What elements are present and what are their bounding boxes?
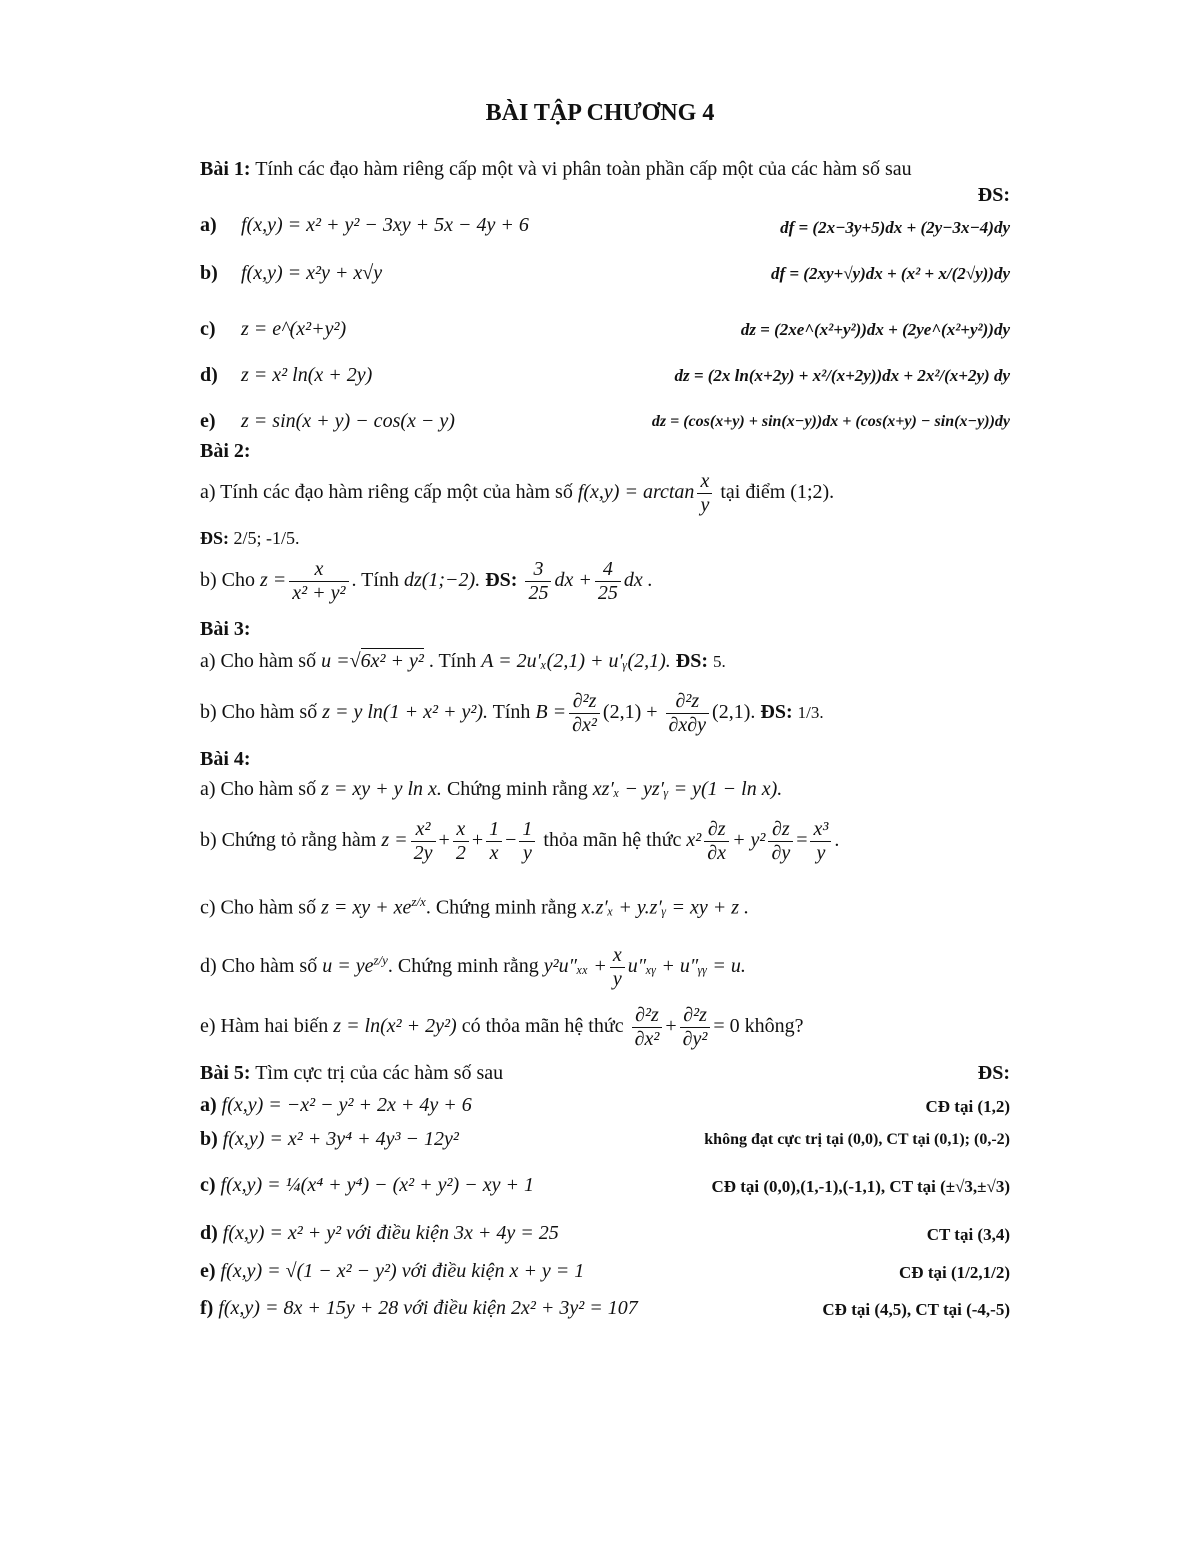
item-expr: f(x,y) = x² + y² với điều kiện 3x + 4y = 25 [222,1222,559,1244]
numerator: 1 [519,818,535,842]
bai1-intro [200,158,912,181]
bai4-b-rhs [810,818,831,865]
bai5-item-f [200,1297,638,1320]
denominator: ∂x∂y [668,714,707,736]
bai3-b-p2: (2,1). [712,701,756,724]
item-expr: f(x,y) = 8x + 15y + 28 với điều kiện 2x² + 3y² = 107 [218,1297,638,1319]
denominator: x [489,842,499,864]
item-label: a) [200,1094,217,1116]
op: + [438,829,450,852]
bai5-ds-label: ĐS: [977,1062,1010,1084]
denominator: 2 [455,842,466,864]
bai1-answer-b: df = (2xy+√y)dx + (x² + x/(2√y))dy [770,264,1010,283]
bai5-item-d [200,1222,559,1245]
op: + [665,1015,677,1038]
bai4-e-frac1 [632,1004,663,1051]
bai5-item-c [200,1174,534,1197]
bai4-d-eq1: y²u″ₓₓ + [543,955,607,978]
bai4-c-exp: z/x [411,894,426,909]
bai2-b-dz: dz(1;−2). [403,569,481,592]
numerator: ∂²z [680,1004,711,1028]
bai4-b-p1 [704,818,729,865]
denominator: y [522,842,532,864]
numerator: 1 [486,818,502,842]
denominator: y [700,494,710,516]
bai4-b-p2 [768,818,793,865]
bai2-b-z: z = [260,569,287,592]
bai4-b-lhs1: x² [686,829,702,852]
numerator: 3 [525,558,551,582]
ds-label: ĐS: [200,528,230,548]
bai4-d-exp: z/y [373,952,388,968]
bai3-heading [200,618,251,641]
numerator: ∂z [704,818,729,842]
item-expr: z = x² ln(x + 2y) [241,364,373,386]
bai3-b-p1: (2,1) + [602,701,658,724]
bai4-c [200,894,749,920]
bai1-answer-e: dz = (cos(x+y) + sin(x−y))dx + (cos(x+y) − sin(x−y))dy [651,413,1010,430]
bai3-b-frac2 [666,690,710,737]
op: − [505,829,517,852]
bai1-item-d [200,364,372,387]
bai1-item-c [200,318,346,341]
bai4-b-t1 [411,818,436,865]
bai5-answer-b: không đạt cực trị tại (0,0), CT tại (0,1); (0,-2) [704,1131,1010,1148]
item-expr: f(x,y) = x²y + x√y [241,262,383,284]
bai4-d [200,944,746,991]
bai2-b-tinh: . Tính [351,569,399,592]
bai1-heading: Bài 1: [200,158,251,180]
bai4-b-z: z = [381,829,408,852]
bai5-intro [200,1062,503,1085]
bai1-answer-a: df = (2x−3y+5)dx + (2y−3x−4)dy [780,218,1010,237]
bai5-item-b [200,1128,459,1151]
numerator: ∂z [768,818,793,842]
item-label: a) [200,214,217,236]
denominator: ∂y² [682,1028,708,1050]
item-label: d) [200,1222,218,1244]
bai2-b-ds-frac1 [525,558,551,605]
bai4-c-z: z = xy + xe [321,896,412,919]
numerator: x [610,944,625,968]
bai2-a-text: a) Tính các đạo hàm riêng cấp một của hàm số [200,481,573,504]
bai4-c-eq: x.z′ₓ + y.z′ᵧ = xy + z . [581,896,749,919]
denominator: 25 [597,582,618,604]
bai3-a-tinh: . Tính [428,650,477,672]
bai4-b-t3 [486,818,502,865]
bai5-answer-d: CT tại (3,4) [926,1225,1010,1244]
bai2-b-ds-frac2 [595,558,621,605]
bai3-b-text: b) Cho hàm số [200,701,318,724]
bai2-b-fraction [289,558,348,605]
bai5-item-e [200,1260,584,1283]
bai4-b-tm: thỏa mãn hệ thức [543,829,682,852]
denominator: ∂x² [572,714,597,736]
bai1-answer-d: dz = (2x ln(x+2y) + x²/(x+2y))dx + 2x²/(x+2y) dy [674,366,1010,385]
bai4-b-t4 [519,818,535,865]
bai5-answer-e: CĐ tại (1/2,1/2) [899,1263,1010,1282]
bai1-text: Tính các đạo hàm riêng cấp một và vi phân toàn phần cấp một của các hàm số sau [255,158,912,180]
bai4-a-cm: Chứng minh rằng [446,778,588,800]
bai5-item-a [200,1094,472,1117]
bai4-heading [200,748,251,771]
denominator: x² + y² [292,582,346,604]
bai3-b-tinh: Tính [492,701,531,724]
numerator: x² [411,818,436,842]
bai3-b-ds: 1/3. [797,703,824,723]
bai4-d-u: u = ye [322,955,374,978]
ds-label: ĐS: [760,701,793,724]
ds-label: ĐS: [485,569,518,592]
bai3-a: a) Cho hàm số u =√6x² + y² . Tính A = 2u′ₓ(2,1) + u′ᵧ(2,1). ĐS: 5. [200,650,726,672]
op: + [471,829,484,852]
bai2-b-text: b) Cho [200,569,255,592]
numerator: ∂²z [632,1004,663,1028]
bai4-e-z: z = ln(x² + 2y²) [333,1015,457,1038]
item-label: c) [200,1174,216,1196]
bai4-e-frac2 [680,1004,711,1051]
bai4-d-eq2: u″ₓᵧ + u″ᵧᵧ = u. [627,955,746,978]
bai2-a [200,470,834,517]
item-expr: f(x,y) = ¼(x⁴ + y⁴) − (x² + y²) − xy + 1 [220,1174,534,1196]
page-title: BÀI TẬP CHƯƠNG 4 [485,100,715,126]
bai4-b-t2 [453,818,469,865]
bai5-answer-c: CĐ tại (0,0),(1,-1),(-1,1), CT tại (±√3,±√3) [711,1177,1010,1196]
item-label: b) [200,262,218,284]
bai5-text: Tìm cực trị của các hàm số sau [255,1062,504,1084]
bai3-b [200,690,824,737]
bai4-e-tm: có thỏa mãn hệ thức [461,1015,624,1038]
numerator: 4 [595,558,621,582]
item-label: e) [200,410,216,432]
bai4-d-frac [610,944,625,991]
bai3-a-u: u = [321,650,350,672]
bai3-a-root: 6x² + y² [360,650,424,672]
bai1-item-e [200,410,455,433]
denominator: y [816,842,826,864]
bai5-heading: Bài 5: [200,1062,251,1084]
item-expr: f(x,y) = x² + 3y⁴ + 4y³ − 12y² [222,1128,459,1150]
bai4-b-plus: + y² [732,829,766,852]
denominator: ∂x [707,842,727,864]
bai3-heading-text: Bài 3: [200,618,251,640]
bai4-c-text: c) Cho hàm số [200,896,317,919]
item-label: d) [200,364,218,386]
item-label: e) [200,1260,216,1282]
bai4-e-text: e) Hàm hai biến [200,1015,329,1038]
bai4-d-text: d) Cho hàm số [200,955,318,978]
bai4-d-cm: . Chứng minh rằng [387,955,539,978]
bai5-answer-a: CĐ tại (1,2) [925,1097,1010,1116]
item-label: b) [200,1128,218,1150]
bai3-a-A: A = 2u′ₓ(2,1) + u′ᵧ(2,1). [481,650,671,672]
denominator: ∂y [771,842,791,864]
bai1-ds-label: ĐS: [977,184,1010,206]
bai4-e [200,1004,804,1051]
bai3-b-z: z = y ln(1 + x² + y²). [322,701,488,724]
item-label: f) [200,1297,214,1319]
denominator: 25 [528,582,549,604]
item-expr: f(x,y) = −x² − y² + 2x + 4y + 6 [221,1094,472,1116]
item-label: c) [200,318,216,340]
bai5-answer-f: CĐ tại (4,5), CT tại (-4,-5) [822,1300,1010,1319]
bai2-heading-text: Bài 2: [200,440,251,462]
bai4-b-text: b) Chứng tỏ rằng hàm [200,829,377,852]
bai4-c-cm: . Chứng minh rằng [425,896,577,919]
numerator: x [453,818,469,842]
bai4-a [200,778,782,801]
item-expr: f(x,y) = x² + y² − 3xy + 5x − 4y + 6 [241,214,529,236]
bai2-b-dx1: dx + [554,569,592,592]
bai2-a-point: tại điểm (1;2). [720,481,835,504]
bai3-b-frac1 [569,690,600,737]
bai4-a-eq: xz′ₓ − yz′ᵧ = y(1 − ln x). [592,778,783,800]
bai2-a-ds: 2/5; -1/5. [233,528,300,548]
item-expr: z = sin(x + y) − cos(x − y) [241,410,455,432]
bai4-a-z: z = xy + y ln x. [321,778,442,800]
item-expr: f(x,y) = √(1 − x² − y²) với điều kiện x + y = 1 [220,1260,585,1282]
bai4-heading-text: Bài 4: [200,748,251,770]
numerator: x³ [810,818,831,842]
item-expr: z = e^(x²+y²) [241,318,347,340]
bai4-e-end: = 0 không? [713,1015,804,1038]
bai2-heading [200,440,251,463]
numerator: x [289,558,348,582]
bai4-a-text: a) Cho hàm số [200,778,317,800]
op: = [796,829,808,852]
denominator: 2y [413,842,433,864]
numerator: ∂²z [569,690,600,714]
numerator: x [697,470,712,494]
denominator: ∂x² [634,1028,660,1050]
bai2-a-fraction [697,470,712,517]
bai1-item-a [200,214,529,237]
bai1-item-b [200,262,382,285]
bai3-a-ds: 5. [713,652,726,671]
bai1-answer-c: dz = (2xe^(x²+y²))dx + (2ye^(x²+y²))dy [740,320,1010,339]
bai3-b-B: B = [535,701,567,724]
bai2-b-dx2: dx . [623,569,653,592]
numerator: ∂²z [666,690,710,714]
bai2-a-answer [200,528,300,549]
bai2-a-func: f(x,y) = arctan [577,481,695,504]
bai4-b: b) Chứng tỏ rằng hàm z = $\frac{\text{x²}}{2y}$ + $\frac{x}{2}$ + $\frac{1}{x}$ − $\frac{1}{y}$ thỏa mãn hệ thức x² $\frac{\partial z}{\partial x}$ + y² $\frac{\partial z}{\partial y}$ = $\frac{\text{x³}}{y}$ . [200,818,840,864]
bai3-a-text: a) Cho hàm số [200,650,317,672]
bai2-b [200,558,653,605]
ds-label: ĐS: [675,650,709,672]
denominator: y [612,968,622,990]
